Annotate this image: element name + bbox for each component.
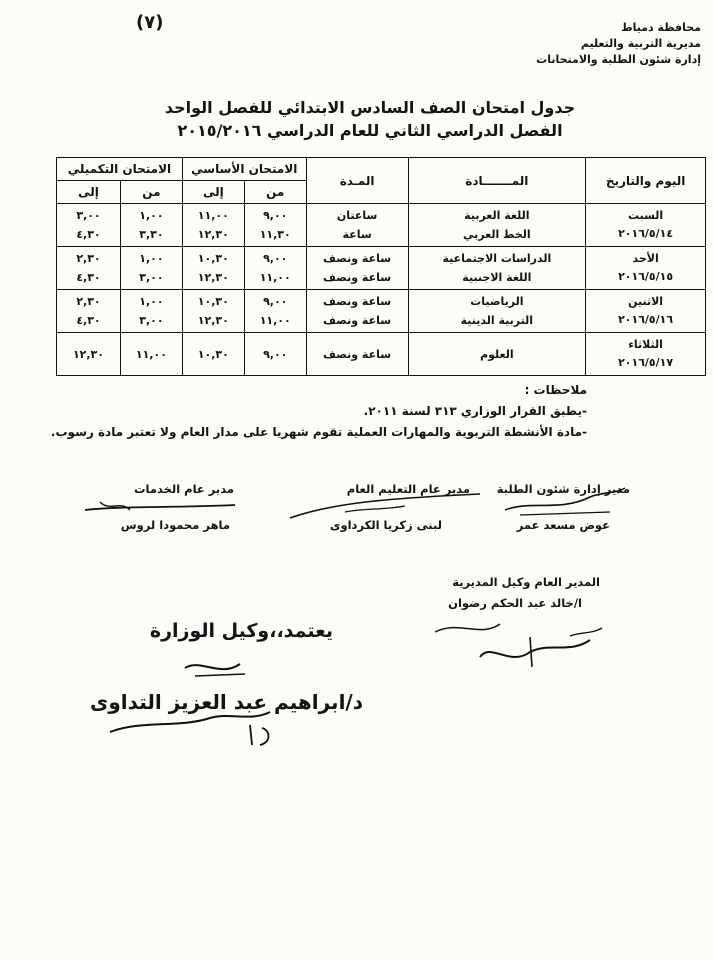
time-value: ١,٠٠ — [139, 295, 164, 308]
time-value: ١١,٠٠ — [135, 347, 167, 361]
subject-cell — [408, 333, 586, 376]
time-value: ٩,٠٠ — [263, 252, 288, 265]
header-supp-to: إلى — [57, 181, 121, 204]
basic-to-cell — [182, 204, 244, 247]
time-value: ٤,٣٠ — [76, 228, 101, 241]
governorate-line: محافظة دمياط — [621, 21, 701, 34]
time-value: ٢,٣٠ — [76, 252, 101, 265]
signatory-title: مدير إدارة شئون الطلبة — [496, 482, 630, 496]
document-title: جدول امتحان الصف السادس الابتدائي للفصل الواحد — [164, 98, 576, 117]
notes-heading: ملاحظات : — [524, 383, 587, 397]
handwritten-signature-icon — [500, 482, 630, 522]
supp-to-cell — [57, 290, 121, 333]
signatory-name: عوض مسعد عمر — [516, 518, 610, 532]
signatory-title: المدير العام وكيل المديرية — [452, 575, 600, 589]
subject-cell — [408, 204, 586, 247]
time-value: ١١,٠٠ — [197, 209, 229, 222]
time-value: ٣,٠٠ — [139, 314, 164, 327]
duration-cell — [306, 290, 408, 333]
duration-cell — [306, 204, 408, 247]
supp-to-cell — [57, 204, 121, 247]
header-basic-to: إلى — [182, 181, 244, 204]
schedule-body — [57, 204, 706, 376]
time-value: ٩,٠٠ — [263, 209, 288, 222]
day-name: السبت — [627, 209, 664, 222]
header-subject: المـــــــادة — [408, 158, 586, 204]
day-name: الاثنين — [628, 295, 664, 308]
supp-from-cell — [120, 247, 182, 290]
time-value: ١٢,٣٠ — [197, 228, 229, 241]
signatory-title: مدير عام التعليم العام — [346, 482, 470, 496]
table-row — [57, 333, 706, 376]
time-value: ١,٠٠ — [139, 209, 164, 222]
supp-from-cell — [120, 290, 182, 333]
header-duration: المـدة — [306, 158, 408, 204]
page-number: (٧) — [136, 12, 164, 33]
signatory-name: ماهر محمودا لروس — [120, 518, 230, 532]
subject: العلوم — [480, 347, 514, 361]
handwritten-signature-icon — [285, 488, 485, 524]
subject: اللغة الاجنبية — [462, 271, 532, 284]
table-row — [57, 204, 706, 247]
exam-date: ٢٠١٦/٥/١٧ — [618, 356, 674, 369]
exam-schedule-table — [56, 157, 706, 376]
basic-from-cell — [244, 333, 306, 376]
signature-block-directorate — [420, 575, 600, 615]
basic-from-cell — [244, 247, 306, 290]
header-supplementary-exam: الامتحان التكميلي — [57, 158, 183, 181]
day-date-cell — [586, 333, 706, 376]
time-value: ٤,٣٠ — [76, 271, 101, 284]
department-line: إدارة شئون الطلبة والامتحانات — [536, 53, 701, 66]
duration: ساعة ونصف — [323, 295, 392, 308]
basic-from-cell — [244, 290, 306, 333]
time-value: ١,٠٠ — [139, 252, 164, 265]
handwritten-signature-icon — [420, 612, 610, 674]
handwritten-signature-icon — [100, 650, 300, 750]
table-row — [57, 247, 706, 290]
exam-date: ٢٠١٦/٥/١٥ — [618, 270, 674, 283]
time-value: ١٠,٣٠ — [197, 347, 229, 361]
duration: ساعة ونصف — [323, 252, 392, 265]
time-value: ١٠,٣٠ — [197, 295, 229, 308]
subject-cell — [408, 247, 586, 290]
time-value: ٣,٣٠ — [139, 228, 164, 241]
time-value: ٤,٣٠ — [76, 314, 101, 327]
subject-cell — [408, 290, 586, 333]
supp-from-cell — [120, 204, 182, 247]
signatory-name: لبنى زكريا الكرداوى — [329, 518, 442, 532]
basic-from-cell — [244, 204, 306, 247]
signatory-name: ا/خالد عبد الحكم رضوان — [448, 596, 582, 610]
approval-name: د/ابراهيم عبد العزيز التداوى — [90, 690, 363, 714]
duration: ساعة ونصف — [323, 314, 392, 327]
supp-to-cell — [57, 247, 121, 290]
document-subtitle: الفصل الدراسي الثاني للعام الدراسي ٢٠١٥/٢٠١٦ — [177, 121, 563, 140]
duration-cell — [306, 333, 408, 376]
issuing-authority — [536, 20, 701, 68]
header-day-date: اليوم والتاريخ — [586, 158, 706, 204]
time-value: ٣,٠٠ — [76, 209, 101, 222]
time-value: ٩,٠٠ — [263, 295, 288, 308]
time-value: ٩,٠٠ — [263, 347, 288, 361]
day-date-cell — [586, 247, 706, 290]
subject: الدراسات الاجتماعية — [442, 252, 552, 265]
subject: الرياضيات — [470, 295, 524, 308]
header-basic-from: من — [244, 181, 306, 204]
time-value: ١٢,٣٠ — [197, 314, 229, 327]
exam-date: ٢٠١٦/٥/١٦ — [618, 313, 674, 326]
day-date-cell — [586, 204, 706, 247]
subject: التربية الدينية — [460, 314, 534, 327]
time-value: ١٢,٣٠ — [197, 271, 229, 284]
day-name: الثلاثاء — [628, 338, 663, 351]
handwritten-signature-icon — [80, 496, 240, 520]
time-value: ٣,٠٠ — [139, 271, 164, 284]
duration: ساعتان — [336, 209, 378, 222]
time-value: ١١,٠٠ — [259, 314, 291, 327]
duration: ساعة ونصف — [323, 347, 392, 361]
directorate-line: مديرية التربية والتعليم — [580, 37, 701, 50]
duration: ساعة — [342, 228, 372, 241]
time-value: ٢,٣٠ — [76, 295, 101, 308]
header-basic-exam: الامتحان الأساسي — [182, 158, 306, 181]
table-row — [57, 290, 706, 333]
header-supp-from: من — [120, 181, 182, 204]
note-item: -مادة الأنشطة التربوية والمهارات العملية تقوم شهريا على مدار العام ولا تعتبر مادة رسوب. — [50, 425, 587, 439]
time-value: ١٢,٣٠ — [72, 347, 104, 361]
subject: اللغة العربية — [464, 209, 530, 222]
duration-cell — [306, 247, 408, 290]
subject: الخط العربي — [463, 228, 531, 241]
day-date-cell — [586, 290, 706, 333]
supp-to-cell — [57, 333, 121, 376]
time-value: ١١,٣٠ — [259, 228, 291, 241]
supp-from-cell — [120, 333, 182, 376]
signatory-title: مدير عام الخدمات — [133, 482, 234, 496]
note-item: -يطبق القرار الوزاري ٣١٣ لسنة ٢٠١١. — [363, 404, 587, 418]
notes-section — [27, 380, 587, 443]
exam-date: ٢٠١٦/٥/١٤ — [618, 227, 674, 240]
approval-title: يعتمد،،وكيل الوزارة — [149, 620, 333, 642]
time-value: ١٠,٣٠ — [197, 252, 229, 265]
basic-to-cell — [182, 290, 244, 333]
basic-to-cell — [182, 247, 244, 290]
time-value: ١١,٠٠ — [259, 271, 291, 284]
duration: ساعة ونصف — [323, 271, 392, 284]
day-name: الأحد — [632, 252, 659, 265]
basic-to-cell — [182, 333, 244, 376]
